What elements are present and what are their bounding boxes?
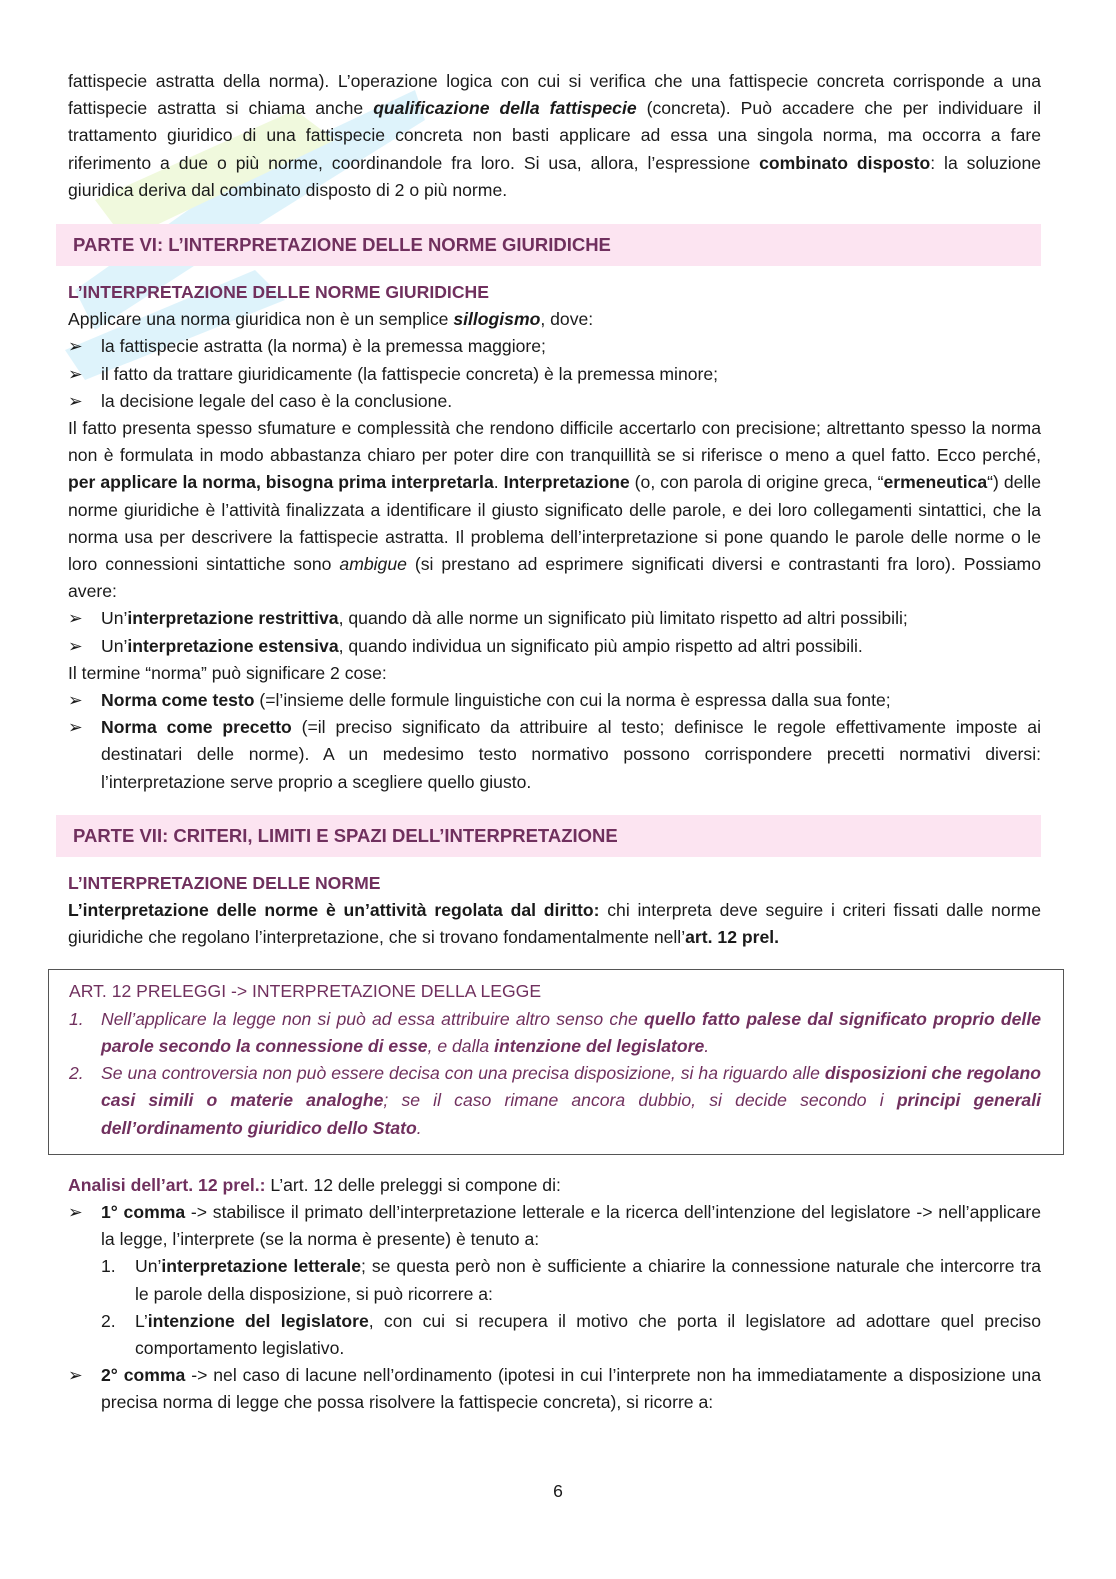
paragraph: Applicare una norma giuridica non è un semplice sillogismo, dove: — [68, 309, 594, 330]
arrow-bullet-icon: ➢ — [68, 608, 83, 629]
section-band-part-vi: PARTE VI: L’INTERPRETAZIONE DELLE NORME GIURIDICHE — [56, 224, 1041, 266]
arrow-bullet-icon: ➢ — [68, 390, 83, 411]
subheading: L’INTERPRETAZIONE DELLE NORME — [68, 872, 381, 893]
article-box — [48, 969, 1064, 1154]
list-item: ➢ il fatto da trattare giuridicamente (la fattispecie concreta) è la premessa minore; — [68, 361, 1041, 388]
list-item: 1. Un’interpretazione letterale; se questa però non è sufficiente a chiarire la connessione naturale che intercorre tra le parole della disposizione, si può ricorrere a: — [101, 1256, 1041, 1304]
list-item: ➢ Un’interpretazione estensiva, quando individua un significato più ampio rispetto ad altri possibili. — [68, 633, 1041, 660]
article-item: 2. Se una controversia non può essere decisa con una precisa disposizione, si ha riguardo alle disposizioni che regolano casi simili o materie analoghe; se il caso rimane ancora dubbio, si decide secondo i principi generali dell’ordinamento giuridico dello Stato. — [69, 1063, 1041, 1138]
list-item: ➢ Norma come precetto (=il preciso significato da attribuire al testo; definisce le regole effettivamente imposte ai destinatari delle norme). A un medesimo testo normativo possono corrispondere precetti normativi diversi: l’interpretazione serve proprio a scegliere quello giusto. — [68, 714, 1041, 796]
bullet-list — [68, 687, 1041, 796]
arrow-bullet-icon: ➢ — [68, 690, 83, 711]
bullet-list — [68, 1199, 1041, 1253]
list-item: ➢ 2° comma -> nel caso di lacune nell’ordinamento (ipotesi in cui l’interprete non ha immediatamente a disposizione una precisa norma di legge che possa risolvere la fattispecie concreta), si ricorre a: — [68, 1362, 1041, 1416]
list-item: 2. L’intenzione del legislatore, con cui si recupera il motivo che porta il legislatore ad adottare quel preciso comportamento legislativo. — [101, 1310, 1041, 1358]
section-band-part-vii: PARTE VII: CRITERI, LIMITI E SPAZI DELL’INTERPRETAZIONE — [56, 815, 1041, 857]
list-item: ➢ Norma come testo (=l’insieme delle formule linguistiche con cui la norma è espressa dalla sua fonte; — [68, 687, 1041, 714]
bullet-list — [68, 605, 1041, 659]
intro-paragraph: fattispecie astratta della norma). L’operazione logica con cui si verifica che una fattispecie concreta corrisponde a una fattispecie astratta si chiama anche qualificazione della fattispecie (concreta). Può accadere che per individuare il trattamento giuridico di una fattispecie concreta non basti applicare ad essa una singola norma, ma occorra a fare riferimento a due o più norme, coordinandole fra loro. Si usa, allora, l’espressione combinato disposto: la soluzione giuridica deriva dal combinato disposto di 2 o più norme. — [68, 71, 1042, 200]
paragraph: L’interpretazione delle norme è un’attività regolata dal diritto: chi interpreta deve seguire i criteri fissati dalle norme giuridiche che regolano l’interpretazione, che si trovano fondamentalmente nell’art. 12 prel. — [68, 900, 1041, 948]
subheading: L’INTERPRETAZIONE DELLE NORME GIURIDICHE — [68, 282, 489, 303]
arrow-bullet-icon: ➢ — [68, 717, 83, 738]
article-list — [69, 1006, 1041, 1142]
bullet-list — [68, 1362, 1041, 1416]
arrow-bullet-icon: ➢ — [68, 1201, 83, 1222]
list-item: ➢ la fattispecie astratta (la norma) è la premessa maggiore; — [68, 333, 1041, 360]
paragraph: Il fatto presenta spesso sfumature e complessità che rendono difficile accertarlo con precisione; altrettanto spesso la norma non è formulata in modo abbastanza chiaro per poter dire con tranquillità se si riferisce o meno a quel fatto. Ecco perché, per applicare la norma, bisogna prima interpretarla. Interpretazione (o, con parola di origine greca, “ermeneutica“) delle norme giuridiche è l’attività finalizzata a identificare il giusto significato delle parole, e dei loro collegamenti sintattici, che la norma usa per descrivere la fattispecie astratta. Il problema dell’interpretazione si pone quando le parole delle norme o le loro connessioni sintattiche sono ambigue (si prestano ad esprimere significati diversi e contrastanti fra loro). Possiamo avere: — [68, 418, 1042, 602]
arrow-bullet-icon: ➢ — [68, 1365, 83, 1386]
list-item: ➢ 1° comma -> stabilisce il primato dell’interpretazione letterale e la ricerca dell’intenzione del legislatore -> nell’applicare la legge, l’interprete (se la norma è presente) è tenuto a: — [68, 1199, 1041, 1253]
page-number: 6 — [553, 1481, 563, 1501]
article-box-title: ART. 12 PRELEGGI -> INTERPRETAZIONE DELLA LEGGE — [69, 981, 542, 1002]
paragraph: Il termine “norma” può significare 2 cose: — [68, 662, 387, 683]
list-item: ➢ Un’interpretazione restrittiva, quando dà alle norme un significato più limitato rispetto ad altri possibili; — [68, 605, 1041, 632]
list-item: ➢ la decisione legale del caso è la conclusione. — [68, 388, 1041, 415]
bullet-list — [68, 333, 1041, 415]
paragraph: Analisi dell’art. 12 prel.: L’art. 12 delle preleggi si compone di: — [68, 1174, 561, 1195]
numbered-list — [68, 1253, 1041, 1362]
arrow-bullet-icon: ➢ — [68, 363, 83, 384]
arrow-bullet-icon: ➢ — [68, 635, 83, 656]
article-item: 1. Nell’applicare la legge non si può ad essa attribuire altro senso che quello fatto palese dal significato proprio delle parole secondo la connessione di esse, e dalla intenzione del legislatore. — [69, 1008, 1041, 1056]
arrow-bullet-icon: ➢ — [68, 336, 83, 357]
page-content — [68, 68, 1041, 1417]
